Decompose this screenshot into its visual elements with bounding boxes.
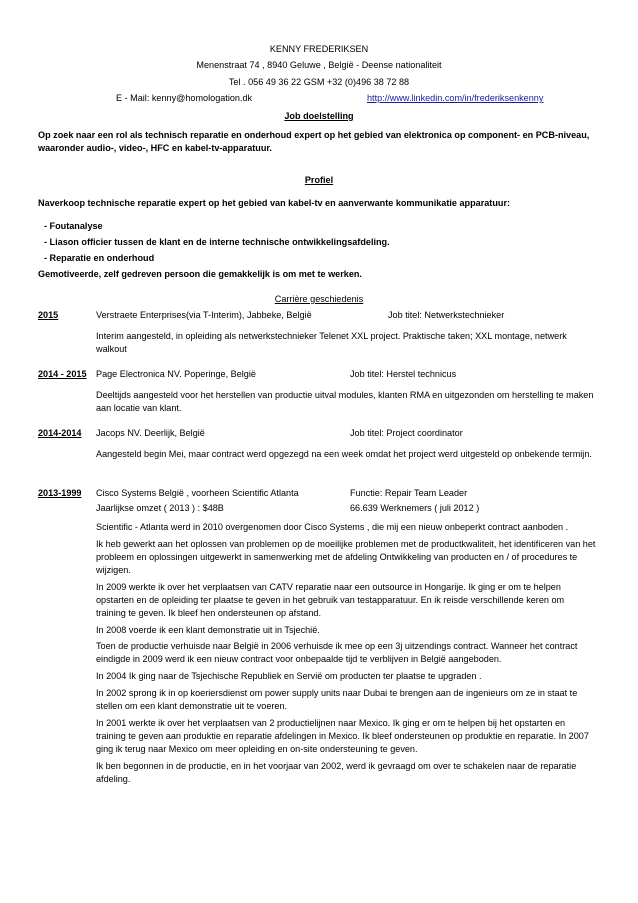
profile-item: - Liason officier tussen de klant en de interne technische ontwikkelingsafdeling. xyxy=(44,237,390,247)
history-paragraph: In 2008 voerde ik een klant demonstratie uit in Tsjechië. xyxy=(96,625,320,635)
profile-item: - Reparatie en onderhoud xyxy=(44,253,155,263)
history-paragraph: Scientific - Atlanta werd in 2010 overgenomen door Cisco Systems , die mij een nieuw onbeperkt contract aanboden . xyxy=(96,522,569,532)
objective-text: Op zoek naar een rol als technisch reparatie en onderhoud expert op het gebied van elektronica op component- en PCB-niveau, waaronder audio-, video-, HFC en kabel-tv-apparatuur. xyxy=(38,130,590,153)
job-date: 2013-1999 xyxy=(38,488,82,498)
history-paragraph: Ik ben begonnen in de productie, en in het voorjaar van 2002, werd ik gevraagd om over te schakelen naar de reparatie afdeling. xyxy=(96,761,577,784)
job-date: 2014 - 2015 xyxy=(38,369,87,379)
objective-title: Job doelstelling xyxy=(284,111,354,121)
history-paragraph: In 2001 werkte ik over het verplaatsen van 2 productielijnen naar Mexico. Ik ging er om te helpen bij het opstarten en training te geven aan produktie en reparatie afdelingen in Mexico. Ik bleef ondersteunen op produktie en reparatie. In 2007 ging ik terug naar Mexico om meer opleiding en on-site ondersteuning te geven. xyxy=(96,718,589,754)
job-company: Jacops NV. Deerlijk, België xyxy=(96,428,205,438)
company-employees: 66.639 Werknemers ( juli 2012 ) xyxy=(350,503,480,513)
job-company: Verstraete Enterprises(via T-Interim), Jabbeke, België xyxy=(96,310,312,320)
history-paragraph: Ik heb gewerkt aan het oplossen van problemen op de moeilijke problemen met de productkwaliteit, het identificeren van het probleem en oplossingen uitgewerkt in samenwerking met de afdeling Ontwikkeling van producten en / of procedures te wijzigen. xyxy=(96,539,596,575)
job-role: Job titel: Herstel technicus xyxy=(350,369,457,379)
job-company: Page Electronica NV. Poperinge, België xyxy=(96,369,256,379)
job-role: Job titel: Netwerkstechnieker xyxy=(388,310,505,320)
job-role: Functie: Repair Team Leader xyxy=(350,488,468,498)
job-company: Cisco Systems België , voorheen Scientific Atlanta xyxy=(96,488,299,498)
job-description: Deeltijds aangesteld voor het herstellen van productie uitval modules, klanten RMA en uitgezonden om herstelling te maken aan locatie van klant. xyxy=(96,390,594,413)
job-date: 2014-2014 xyxy=(38,428,82,438)
profile-title: Profiel xyxy=(304,175,334,185)
profile-item: - Foutanalyse xyxy=(44,221,103,231)
address-line: Menenstraat 74 , 8940 Geluwe , België - Deense nationaliteit xyxy=(196,60,442,70)
profile-closing: Gemotiveerde, zelf gedreven persoon die gemakkelijk is om met te werken. xyxy=(38,269,362,279)
history-paragraph: Toen de productie verhuisde naar België in 2006 verhuisde ik mee op een 3j uitzendings contract. Wanneer het contract eindigde in 2009 werd ik een nieuw contract voor onbepaalde tijd te verblijven in België aangeboden. xyxy=(96,641,578,664)
company-turnover: Jaarlijkse omzet ( 2013 ) : $48B xyxy=(96,503,224,513)
job-date: 2015 xyxy=(38,310,59,320)
career-title: Carrière geschiedenis xyxy=(274,294,364,304)
history-paragraph: In 2004 Ik ging naar de Tsjechische Republiek en Servië om producten ter plaatse te upgraden . xyxy=(96,671,482,681)
job-role: Job titel: Project coordinator xyxy=(350,428,463,438)
job-description: Aangesteld begin Mei, maar contract werd opgezegd na een week omdat het project werd uitgesteld op onbekende termijn. xyxy=(96,449,592,459)
candidate-name: KENNY FREDERIKSEN xyxy=(269,44,369,54)
email-line: E - Mail: kenny@homologation.dk xyxy=(116,93,253,103)
history-paragraph: In 2009 werkte ik over het verplaatsen van CATV reparatie naar een outsource in Hongarije. Ik ging er om te helpen opstarten en de opleiding ter plaatse te geven in het gebruik van testapparatuur. En ik reisde verschillende keren om training te geven. Ik bleef hen ondersteunen op afstand. xyxy=(96,582,565,618)
profile-intro: Naverkoop technische reparatie expert op het gebied van kabel-tv en aanverwante kommunikatie apparatuur: xyxy=(38,198,511,208)
phone-line: Tel . 056 49 36 22 GSM +32 (0)496 38 72 88 xyxy=(228,77,410,87)
job-description: Interim aangesteld, in opleiding als netwerkstechnieker Telenet XXL project. Praktische taken; XXL montage, netwerk walkout xyxy=(96,331,567,354)
linkedin-link[interactable]: http://www.linkedin.com/in/frederiksenkenny xyxy=(367,93,544,103)
cisco-history xyxy=(96,521,596,786)
history-paragraph: In 2002 sprong ik in op koeriersdienst om power supply units naar Dubai te brengen aan de ingenieurs om ze in staat te stellen om een klant demonstratie uit te voeren. xyxy=(96,688,578,711)
